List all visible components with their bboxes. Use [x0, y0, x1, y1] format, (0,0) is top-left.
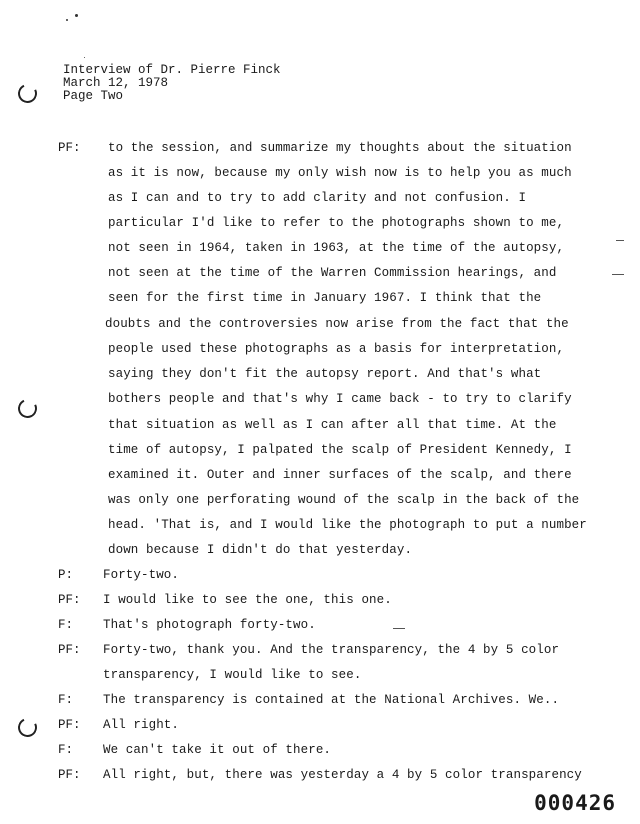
- interview-title: Interview of Dr. Pierre Finck: [63, 63, 281, 77]
- speaker-label: P:: [58, 568, 74, 582]
- scan-speck: [84, 57, 85, 58]
- transcript-line: to the session, and summarize my thoughts about the situation: [108, 141, 572, 155]
- speaker-label: PF:: [58, 718, 81, 732]
- transcript-line: Forty-two.: [103, 568, 180, 582]
- transcript-line: that situation as well as I can after all that time. At the: [108, 418, 557, 432]
- transcript-line: time of autopsy, I palpated the scalp of President Kennedy, I: [108, 443, 572, 457]
- transcript-line: not seen at the time of the Warren Commission hearings, and: [108, 266, 557, 280]
- transcript-line: I would like to see the one, this one.: [103, 593, 392, 607]
- binder-hole: [15, 396, 39, 420]
- transcript-line: transparency, I would like to see.: [103, 668, 362, 682]
- speaker-label: PF:: [58, 768, 81, 782]
- speaker-label: PF:: [58, 593, 81, 607]
- transcript-line: We can't take it out of there.: [103, 743, 332, 757]
- speaker-label: F:: [58, 693, 74, 707]
- transcript-line: All right.: [103, 718, 180, 732]
- transcript-line: not seen in 1964, taken in 1963, at the time of the autopsy,: [108, 241, 565, 255]
- interview-date: March 12, 1978: [63, 76, 169, 90]
- binder-hole: [15, 715, 39, 739]
- scan-mark: [393, 628, 405, 629]
- scan-mark: [616, 240, 624, 241]
- transcript-line: bothers people and that's why I came back - to try to clarify: [108, 392, 572, 406]
- transcript-line: doubts and the controversies now arise from the fact that the: [105, 317, 569, 331]
- transcript-line: as I can and to try to add clarity and not confusion. I: [108, 191, 527, 205]
- transcript-line: people used these photographs as a basis for interpretation,: [108, 342, 565, 356]
- transcript-line: All right, but, there was yesterday a 4 by 5 color transparency: [103, 768, 582, 782]
- transcript-line: particular I'd like to refer to the photographs shown to me,: [108, 216, 565, 230]
- scan-mark: [612, 274, 624, 275]
- speaker-label: F:: [58, 618, 74, 632]
- transcript-line: head. 'That is, and I would like the photograph to put a number: [108, 518, 587, 532]
- transcript-line: as it is now, because my only wish now is to help you as much: [108, 166, 572, 180]
- speaker-label: PF:: [58, 141, 81, 155]
- transcript-line: saying they don't fit the autopsy report. And that's what: [108, 367, 542, 381]
- transcript-line: down because I didn't do that yesterday.: [108, 543, 413, 557]
- speaker-label: F:: [58, 743, 74, 757]
- page-label: Page Two: [63, 89, 124, 103]
- transcript-line: Forty-two, thank you. And the transparency, the 4 by 5 color: [103, 643, 560, 657]
- document-number: 000426: [534, 791, 616, 815]
- speaker-label: PF:: [58, 643, 81, 657]
- transcript-line: The transparency is contained at the National Archives. We..: [103, 693, 560, 707]
- transcript-line: seen for the first time in January 1967. I think that the: [108, 291, 542, 305]
- binder-hole: [15, 81, 39, 105]
- transcript-line: That's photograph forty-two.: [103, 618, 316, 632]
- scan-speck: [66, 19, 68, 21]
- transcript-line: examined it. Outer and inner surfaces of the scalp, and there: [108, 468, 572, 482]
- scan-speck: [75, 14, 78, 17]
- transcript-line: was only one perforating wound of the scalp in the back of the: [108, 493, 580, 507]
